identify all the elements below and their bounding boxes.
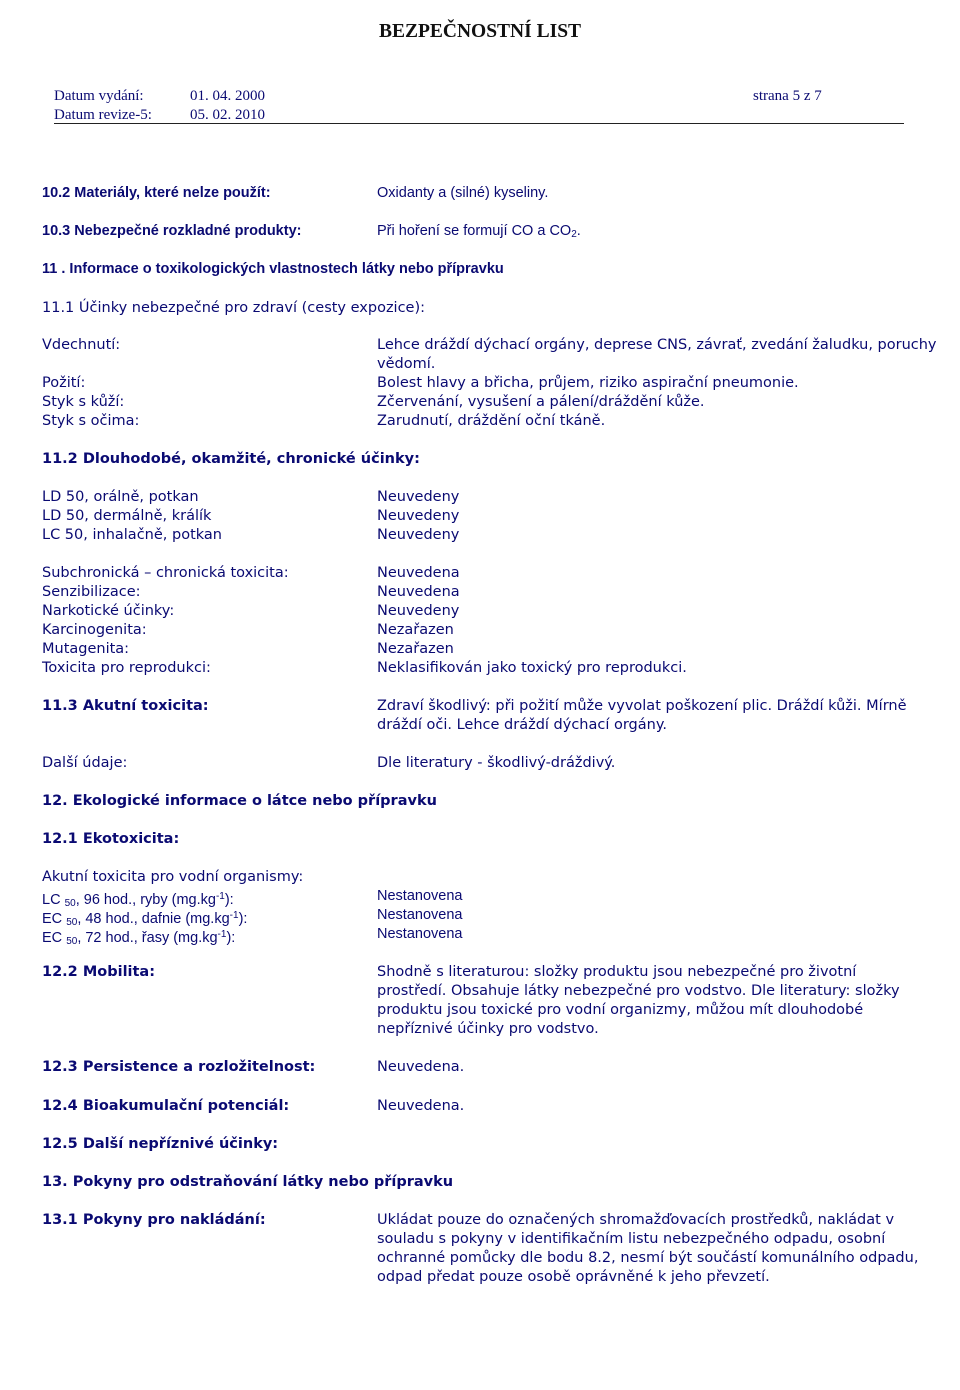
section-13-heading: 13. Pokyny pro odstraňování látky nebo přípravku	[42, 1174, 454, 1190]
route-label: Vdechnutí:	[42, 337, 121, 353]
chronic-value: Neuvedeny	[377, 603, 460, 619]
aquatic-toxicity-label: Akutní toxicita pro vodní organismy:	[42, 869, 304, 885]
ecotox-label: LC $_{50}$, 96 hod., ryby $(mg.kg^{-1})$:	[42, 891, 234, 909]
mobility-value: Shodně s literaturou: složky produktu jsou nebezpečné pro životní prostředí. Obsahuje látky nebezpečné pro vodstvo. Dle literatury: složky produktu jsou toxické pro vodní organizmy, můžou mít dlouhodobé nepříznivé účinky pro vodstvo.	[377, 964, 900, 1037]
subsection-12-4-heading: 12.4 Bioakumulační potenciál:	[42, 1098, 290, 1114]
page-indicator: strana 5 z 7	[753, 88, 822, 104]
decomposition-heading: 10.3 Nebezpečné rozkladné produkty:	[42, 223, 302, 239]
subsection-11-3-heading: 11.3 Akutní toxicita:	[42, 698, 209, 714]
chronic-value: Neklasifikován jako toxický pro reprodukci.	[377, 660, 687, 676]
section-11-heading: 11 . Informace o toxikologických vlastnostech látky nebo přípravku	[42, 261, 504, 277]
ecotox-value: Nestanovena	[377, 926, 463, 942]
ecotox-label: EC $_{50}$, 48 hod., dafnie $(mg.kg^{-1})$:	[42, 910, 248, 928]
subsection-12-3-heading: 12.3 Persistence a rozložitelnost:	[42, 1059, 316, 1075]
route-value-continued: vědomí.	[377, 356, 436, 372]
revision-date-label: Datum revize-5:	[54, 107, 152, 123]
chronic-label: Narkotické účinky:	[42, 603, 175, 619]
chronic-value: Neuvedena	[377, 565, 460, 581]
subsection-11-2-heading: 11.2 Dlouhodobé, okamžité, chronické účinky:	[42, 451, 420, 467]
ld-label: LC 50, inhalačně, potkan	[42, 527, 222, 543]
chronic-label: Senzibilizace:	[42, 584, 141, 600]
chronic-label: Mutagenita:	[42, 641, 130, 657]
other-data-value: Dle literatury - škodlivý-dráždivý.	[377, 755, 616, 771]
ld-label: LD 50, dermálně, králík	[42, 508, 212, 524]
route-value: Bolest hlavy a břicha, průjem, riziko aspirační pneumonie.	[377, 375, 799, 391]
handling-value: Ukládat pouze do označených shromažďovacích prostředků, nakládat v souladu s pokyny v identifikačním listu nebezpečného odpadu, osobní ochranné pomůcky dle bodu 8.2, nesmí být součástí komunálního odpadu, odpad předat pouze osobě oprávněné k jeho převzetí.	[377, 1212, 919, 1285]
subsection-13-1-heading: 13.1 Pokyny pro nakládání:	[42, 1212, 266, 1228]
ecotox-label: EC $_{50}$, 72 hod., řasy $(mg.kg^{-1})$:	[42, 929, 236, 947]
section-12-heading: 12. Ekologické informace o látce nebo přípravku	[42, 793, 437, 809]
header-divider	[54, 123, 904, 124]
ld-value: Neuvedeny	[377, 508, 460, 524]
chronic-value: Neuvedena	[377, 584, 460, 600]
subsection-12-1-heading: 12.1 Ekotoxicita:	[42, 831, 180, 847]
revision-date: 05. 02. 2010	[190, 107, 265, 123]
route-value: Zčervenání, vysušení a pálení/dráždění kůže.	[377, 394, 705, 410]
subsection-12-5-heading: 12.5 Další nepříznivé účinky:	[42, 1136, 279, 1152]
acute-toxicity-value: Zdraví škodlivý: při požití může vyvolat poškození plic. Dráždí kůži. Mírně dráždí oči. Lehce dráždí dýchací orgány.	[377, 698, 907, 733]
route-value: Lehce dráždí dýchací orgány, deprese CNS, závrať, zvedání žaludku, poruchy	[377, 337, 937, 353]
materials-avoid-heading: 10.2 Materiály, které nelze použít:	[42, 185, 271, 201]
route-value: Zarudnutí, dráždění oční tkáně.	[377, 413, 606, 429]
route-label: Styk s kůží:	[42, 394, 125, 410]
document-title: BEZPEČNOSTNÍ LIST	[378, 21, 582, 42]
subsection-11-1-heading: 11.1 Účinky nebezpečné pro zdraví (cesty expozice):	[42, 300, 426, 316]
ecotox-value: Nestanovena	[377, 888, 463, 904]
route-label: Požití:	[42, 375, 86, 391]
decomposition-value: Při hoření se formují CO a $CO_2$.	[377, 223, 581, 240]
ld-label: LD 50, orálně, potkan	[42, 489, 199, 505]
ld-value: Neuvedeny	[377, 489, 460, 505]
issue-date: 01. 04. 2000	[190, 88, 265, 104]
bioaccumulation-value: Neuvedena.	[377, 1098, 465, 1114]
materials-avoid-value: Oxidanty a (silné) kyseliny.	[377, 185, 549, 201]
persistence-value: Neuvedena.	[377, 1059, 465, 1075]
ecotox-value: Nestanovena	[377, 907, 463, 923]
chronic-value: Nezařazen	[377, 641, 454, 657]
chronic-label: Subchronická – chronická toxicita:	[42, 565, 289, 581]
chronic-value: Nezařazen	[377, 622, 454, 638]
ld-value: Neuvedeny	[377, 527, 460, 543]
chronic-label: Toxicita pro reprodukci:	[42, 660, 211, 676]
issue-date-label: Datum vydání:	[54, 88, 144, 104]
other-data-label: Další údaje:	[42, 755, 128, 771]
chronic-label: Karcinogenita:	[42, 622, 147, 638]
route-label: Styk s očima:	[42, 413, 140, 429]
subsection-12-2-heading: 12.2 Mobilita:	[42, 964, 156, 980]
